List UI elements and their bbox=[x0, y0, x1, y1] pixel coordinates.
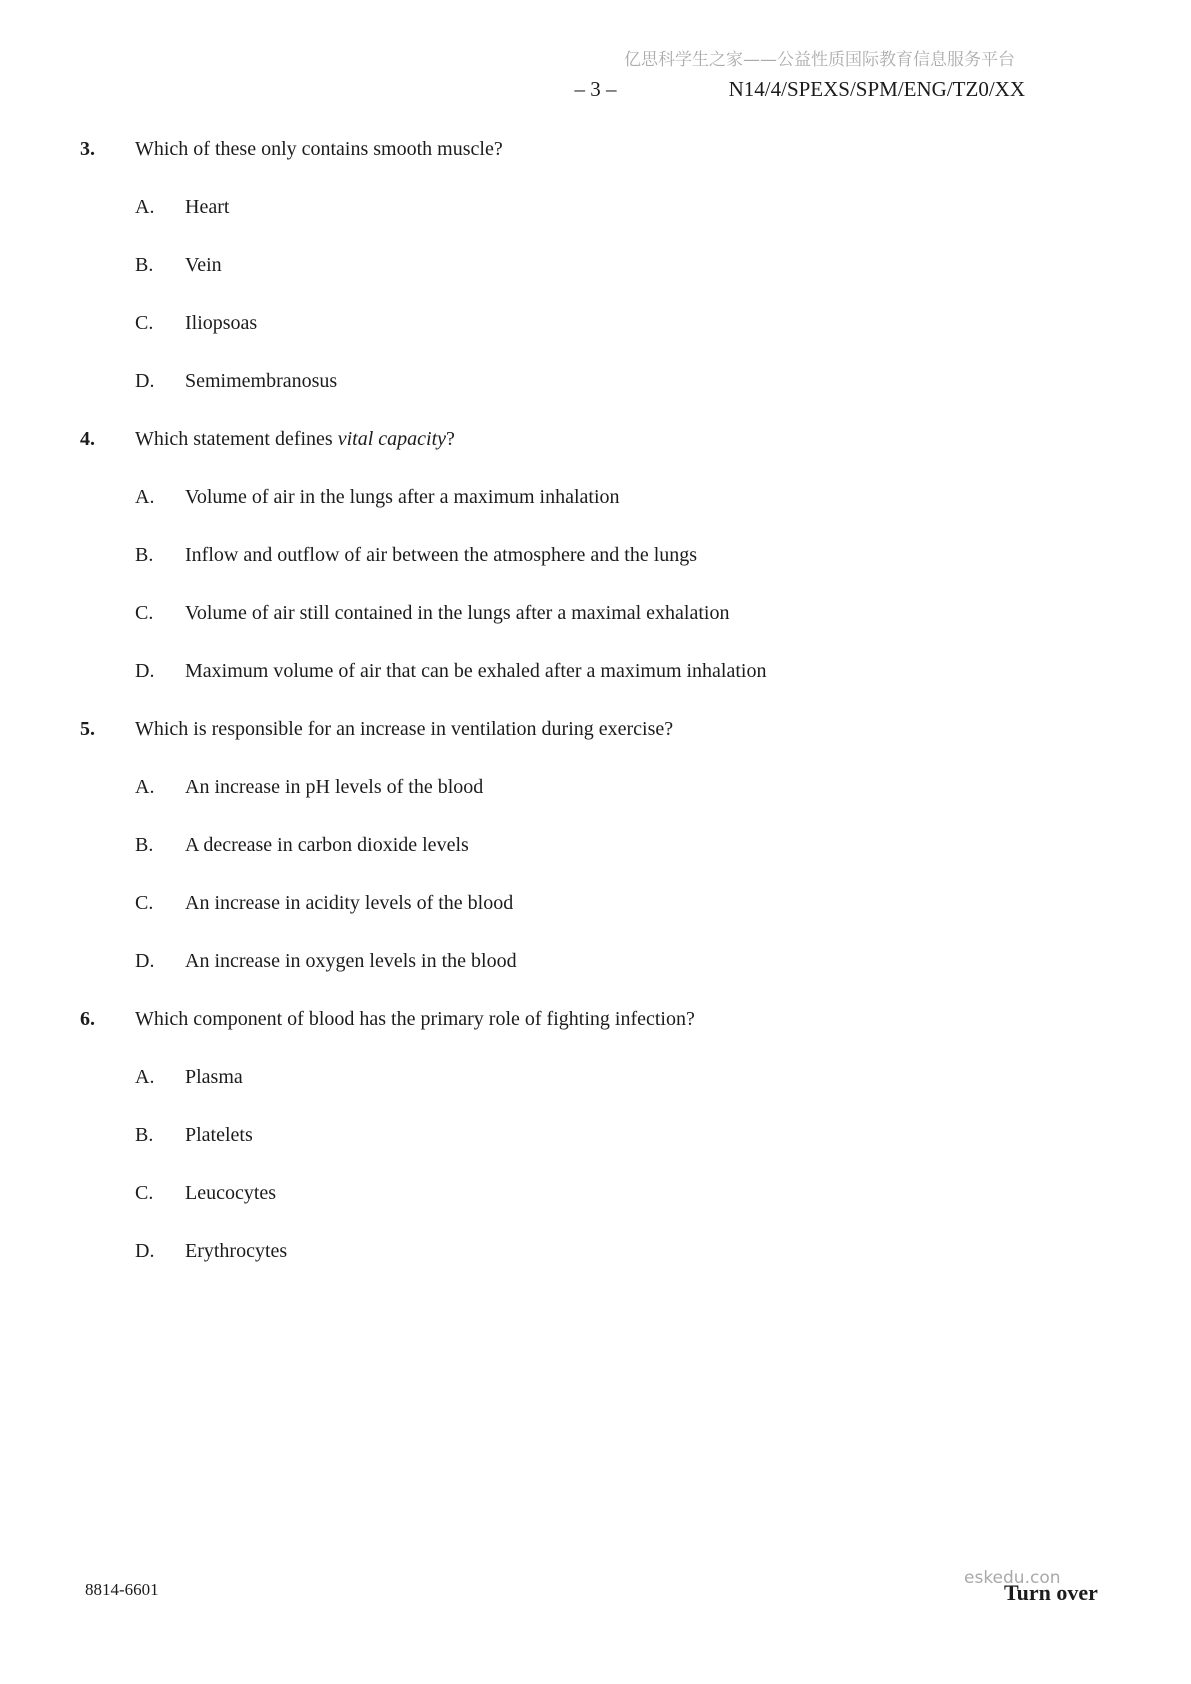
option-text: Leucocytes bbox=[185, 1182, 277, 1204]
site-watermark: eskedu.con bbox=[964, 1568, 1061, 1588]
option-letter: B. bbox=[135, 834, 154, 856]
question-5-option-a bbox=[0, 776, 1191, 798]
turn-over-label: Turn over bbox=[1004, 1580, 1098, 1605]
question-5-option-d bbox=[0, 950, 1191, 972]
option-text: Plasma bbox=[185, 1066, 243, 1088]
question-3-option-b bbox=[0, 254, 1191, 276]
option-text: Volume of air in the lungs after a maximum inhalation bbox=[185, 486, 620, 508]
option-letter: A. bbox=[135, 1066, 155, 1088]
question-5-head bbox=[0, 718, 1191, 740]
option-text: Heart bbox=[185, 196, 230, 218]
question-6-option-c bbox=[0, 1182, 1191, 1204]
question-3-option-a bbox=[0, 196, 1191, 218]
question-4-option-a bbox=[0, 486, 1191, 508]
question-5-option-c bbox=[0, 892, 1191, 914]
question-4-option-c bbox=[0, 602, 1191, 624]
option-letter: A. bbox=[135, 486, 155, 508]
option-letter: B. bbox=[135, 1124, 154, 1146]
question-stem: Which of these only contains smooth muscle? bbox=[135, 138, 503, 160]
question-3-option-d bbox=[0, 370, 1191, 392]
question-stem: Which is responsible for an increase in ventilation during exercise? bbox=[135, 718, 674, 740]
option-letter: C. bbox=[135, 892, 154, 914]
option-text: An increase in pH levels of the blood bbox=[185, 776, 484, 798]
stem-suffix: ? bbox=[446, 428, 455, 450]
paper-code: N14/4/SPEXS/SPM/ENG/TZ0/XX bbox=[728, 77, 1025, 101]
question-6-head bbox=[0, 1008, 1191, 1030]
question-6 bbox=[0, 1008, 1191, 1262]
option-letter: B. bbox=[135, 544, 154, 566]
question-4 bbox=[0, 428, 1191, 682]
question-5-option-b bbox=[0, 834, 1191, 856]
option-text: A decrease in carbon dioxide levels bbox=[185, 834, 469, 856]
questions-section bbox=[0, 138, 1191, 1298]
question-3-option-c bbox=[0, 312, 1191, 334]
option-letter: D. bbox=[135, 370, 155, 392]
option-text: Platelets bbox=[185, 1124, 253, 1146]
paper-reference: 8814-6601 bbox=[85, 1580, 159, 1599]
page-number: – 3 – bbox=[574, 77, 617, 101]
option-text: Inflow and outflow of air between the atmosphere and the lungs bbox=[185, 544, 698, 566]
question-6-option-b bbox=[0, 1124, 1191, 1146]
question-stem bbox=[135, 428, 1191, 450]
question-3 bbox=[0, 138, 1191, 392]
option-text: An increase in acidity levels of the blood bbox=[185, 892, 514, 914]
option-text: Iliopsoas bbox=[185, 312, 258, 334]
option-letter: D. bbox=[135, 660, 155, 682]
option-letter: A. bbox=[135, 196, 155, 218]
question-4-option-d bbox=[0, 660, 1191, 682]
question-4-option-b bbox=[0, 544, 1191, 566]
question-number: 6. bbox=[80, 1008, 95, 1030]
option-letter: D. bbox=[135, 950, 155, 972]
option-text: Semimembranosus bbox=[185, 370, 338, 392]
stem-italic-term: vital capacity bbox=[337, 428, 447, 450]
question-5 bbox=[0, 718, 1191, 972]
option-text: Erythrocytes bbox=[185, 1240, 288, 1262]
option-letter: C. bbox=[135, 1182, 154, 1204]
question-3-head bbox=[0, 138, 1191, 160]
stem-prefix: Which statement defines bbox=[135, 428, 338, 450]
option-letter: C. bbox=[135, 312, 154, 334]
question-6-option-a bbox=[0, 1066, 1191, 1088]
option-letter: A. bbox=[135, 776, 155, 798]
chinese-watermark-header: 亿思科学生之家——公益性质国际教育信息服务平台 bbox=[624, 50, 1015, 70]
option-letter: B. bbox=[135, 254, 154, 276]
option-text: Maximum volume of air that can be exhaled after a maximum inhalation bbox=[185, 660, 767, 682]
question-number: 5. bbox=[80, 718, 95, 740]
question-stem: Which component of blood has the primary role of fighting infection? bbox=[135, 1008, 695, 1030]
question-4-head bbox=[0, 428, 1191, 450]
option-text: An increase in oxygen levels in the blood bbox=[185, 950, 517, 972]
option-letter: D. bbox=[135, 1240, 155, 1262]
option-letter: C. bbox=[135, 602, 154, 624]
option-text: Vein bbox=[185, 254, 222, 276]
question-number: 4. bbox=[80, 428, 95, 450]
question-number: 3. bbox=[80, 138, 95, 160]
question-6-option-d bbox=[0, 1240, 1191, 1262]
option-text: Volume of air still contained in the lungs after a maximal exhalation bbox=[185, 602, 730, 624]
